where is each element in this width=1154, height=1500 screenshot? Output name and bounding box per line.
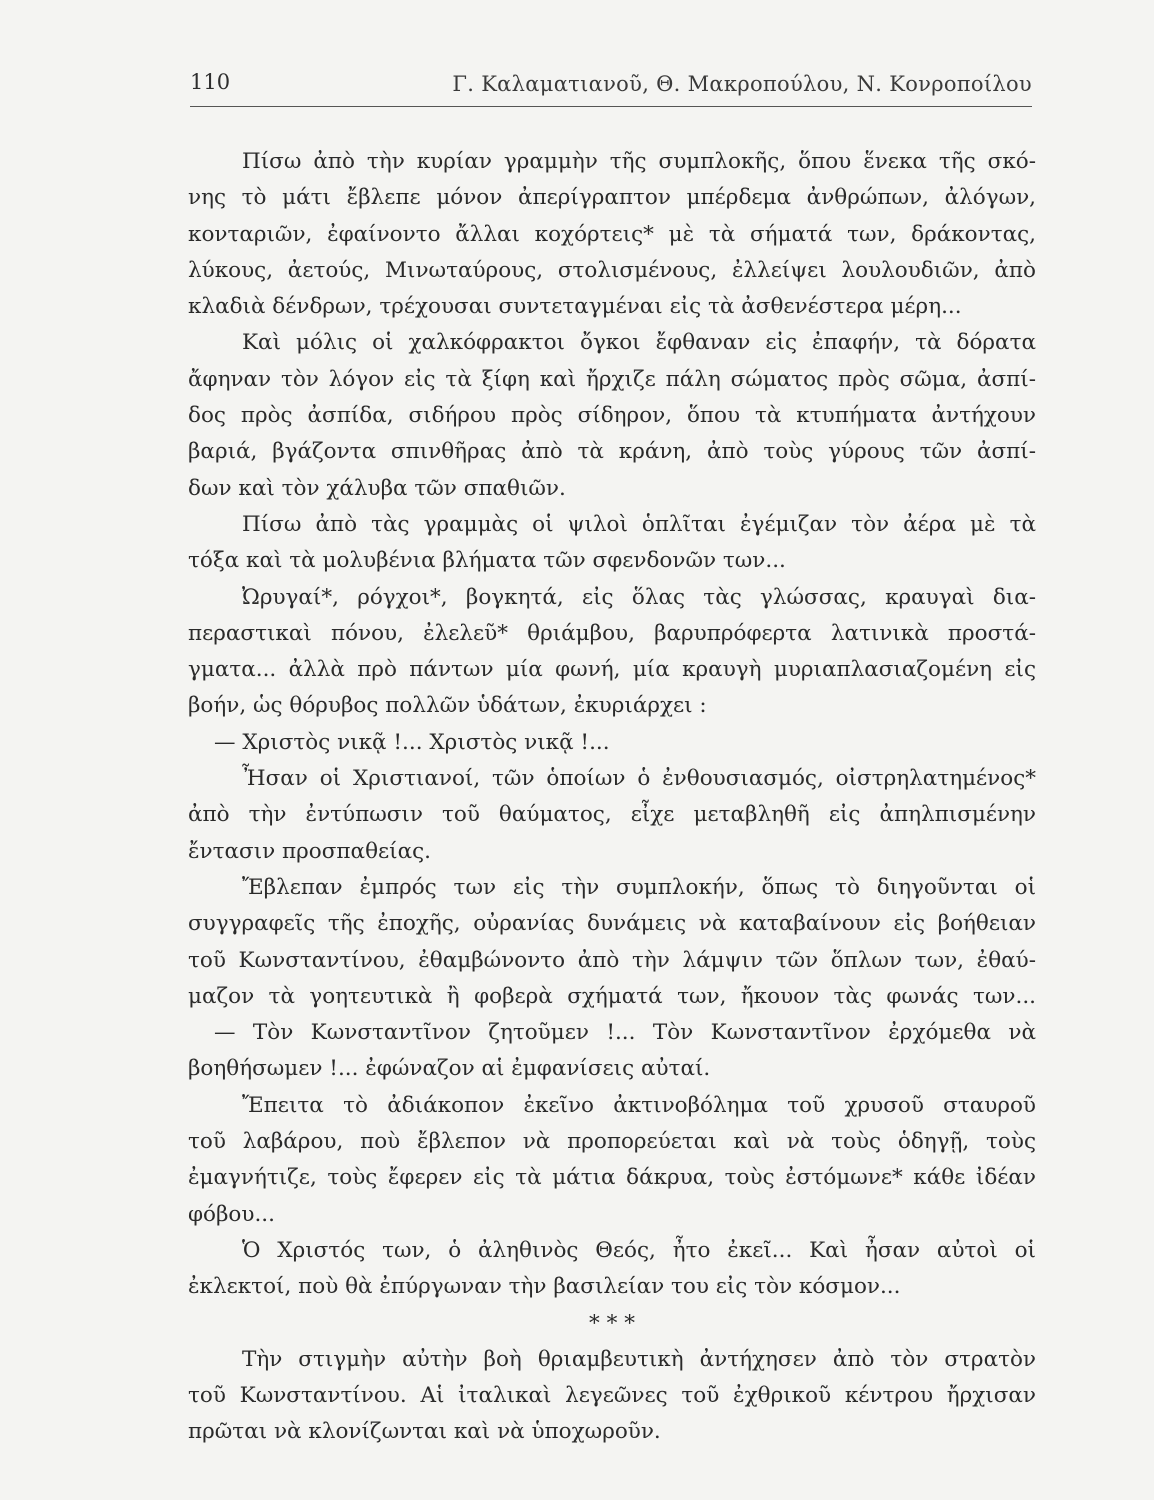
text-line: περαστικαὶ πόνου, ἐλελεῦ* θριάμβου, βαρυπρόφερτα λατινικὰ προστά-: [188, 620, 1036, 646]
body-text: [188, 144, 1036, 1451]
text-line: νης τὸ μάτι ἔβλεπε μόνον ἀπερίγραπτον μπέρδεμα ἀνθρώπων, ἀλόγων,: [188, 185, 1036, 211]
text-line: ἄφηναν τὸν λόγον εἰς τὰ ξίφη καὶ ἤρχιζε πάλη σώματος πρὸς σῶμα, ἀσπί-: [188, 366, 1036, 392]
text-line: Ἦσαν οἱ Χριστιανοί, τῶν ὁποίων ὁ ἐνθουσιασμός, οἰστρηλατημένος*: [242, 766, 1036, 792]
text-line: δων καὶ τὸν χάλυβα τῶν σπαθιῶν.: [188, 475, 566, 501]
text-line: τοῦ λαβάρου, ποὺ ἔβλεπον νὰ προπορεύεται καὶ νὰ τοὺς ὁδηγῇ, τοὺς: [188, 1129, 1036, 1155]
text-line: τοῦ Κωνσταντίνου. Αἱ ἰταλικαὶ λεγεῶνες τοῦ ἐχθρικοῦ κέντρου ἤρχισαν: [188, 1383, 1036, 1409]
text-line: τοῦ Κωνσταντίνου, ἐθαμβώνοντο ἀπὸ τὴν λάμψιν τῶν ὅπλων των, ἐθαύ-: [188, 947, 1036, 973]
section-break: * * *: [589, 1310, 635, 1336]
text-line: Ἔπειτα τὸ ἀδιάκοπον ἐκεῖνο ἀκτινοβόλημα τοῦ χρυσοῦ σταυροῦ: [242, 1092, 1036, 1118]
text-line: — Χριστὸς νικᾷ !... Χριστὸς νικᾷ !...: [214, 729, 610, 755]
text-line: ἔντασιν προσπαθείας.: [188, 838, 431, 864]
text-line: φόβου...: [188, 1201, 275, 1227]
text-line: λύκους, ἀετούς, Μινωταύρους, στολισμένους, ἐλλείψει λουλουδιῶν, ἀπὸ: [188, 257, 1036, 283]
text-line: ἐμαγνήτιζε, τοὺς ἔφερεν εἰς τὰ μάτια δάκρυα, τοὺς ἐστόμωνε* κάθε ἰδέαν: [188, 1165, 1036, 1191]
text-line: Ὠρυγαί*, ρόγχοι*, βογκητά, εἰς ὅλας τὰς γλώσσας, κραυγαὶ δια-: [242, 584, 1036, 610]
page-number: 110: [190, 70, 231, 94]
text-line: δος πρὸς ἀσπίδα, σιδήρου πρὸς σίδηρον, ὅπου τὰ κτυπήματα ἀντήχουν: [188, 403, 1036, 429]
text-line: Πίσω ἀπὸ τὰς γραμμὰς οἱ ψιλοὶ ὁπλῖται ἐγέμιζαν τὸν ἀέρα μὲ τὰ: [242, 511, 1036, 537]
page-header: [190, 70, 1032, 100]
text-line: Πίσω ἀπὸ τὴν κυρίαν γραμμὴν τῆς συμπλοκῆς, ὅπου ἕνεκα τῆς σκό-: [242, 149, 1036, 174]
text-line: Καὶ μόλις οἱ χαλκόφρακτοι ὄγκοι ἔφθαναν εἰς ἐπαφήν, τὰ δόρατα: [242, 330, 1036, 356]
text-line: βοηθήσωμεν !... ἐφώναζον αἱ ἐμφανίσεις αὐταί.: [188, 1056, 711, 1082]
header-rule: [190, 106, 1032, 107]
text-line: μαζον τὰ γοητευτικὰ ἢ φοβερὰ σχήματά των, ἤκουον τὰς φωνάς των...: [188, 983, 1036, 1009]
text-line: γματα... ἀλλὰ πρὸ πάντων μία φωνή, μία κραυγὴ μυριαπλασιαζομένη εἰς: [188, 657, 1036, 683]
text-line: Τὴν στιγμὴν αὐτὴν βοὴ θριαμβευτικὴ ἀντήχησεν ἀπὸ τὸν στρατὸν: [242, 1346, 1036, 1372]
text-line: συγγραφεῖς τῆς ἐποχῆς, οὐρανίας δυνάμεις νὰ καταβαίνουν εἰς βοήθειαν: [188, 911, 1036, 937]
text-line: βαριά, βγάζοντα σπινθῆρας ἀπὸ τὰ κράνη, ἀπὸ τοὺς γύρους τῶν ἀσπί-: [188, 439, 1036, 465]
text-line: κλαδιὰ δένδρων, τρέχουσαι συντεταγμέναι εἰς τὰ ἀσθενέστερα μέρη...: [188, 294, 962, 320]
text-line: βοήν, ὡς θόρυβος πολλῶν ὑδάτων, ἐκυριάρχει :: [188, 693, 707, 719]
text-line: ἀπὸ τὴν ἐντύπωσιν τοῦ θαύματος, εἶχε μεταβληθῆ εἰς ἀπηλπισμένην: [188, 802, 1036, 828]
text-line: πρῶται νὰ κλονίζωνται καὶ νὰ ὑποχωροῦν.: [188, 1419, 661, 1445]
text-line: κονταριῶν, ἐφαίνοντο ἄλλαι κοχόρτεις* μὲ τὰ σήματά των, δράκοντας,: [188, 221, 1036, 247]
text-line: ἐκλεκτοί, ποὺ θὰ ἐπύργωναν τὴν βασιλείαν του εἰς τὸν κόσμον...: [188, 1274, 901, 1300]
text-line: — Τὸν Κωνσταντῖνον ζητοῦμεν !... Τὸν Κωνσταντῖνον ἐρχόμεθα νὰ: [214, 1020, 1036, 1046]
running-head: Γ. Καλαματιανοῦ, Θ. Μακροπούλου, Ν. Κονροποίλου: [452, 72, 1032, 96]
text-line: τόξα καὶ τὰ μολυβένια βλήματα τῶν σφενδονῶν των...: [188, 548, 786, 574]
text-line: Ἔβλεπαν ἐμπρός των εἰς τὴν συμπλοκήν, ὅπως τὸ διηγοῦνται οἱ: [242, 874, 1036, 900]
text-line: Ὁ Χριστός των, ὁ ἀληθινὸς Θεός, ἦτο ἐκεῖ... Καὶ ἦσαν αὐτοὶ οἱ: [242, 1237, 1036, 1263]
